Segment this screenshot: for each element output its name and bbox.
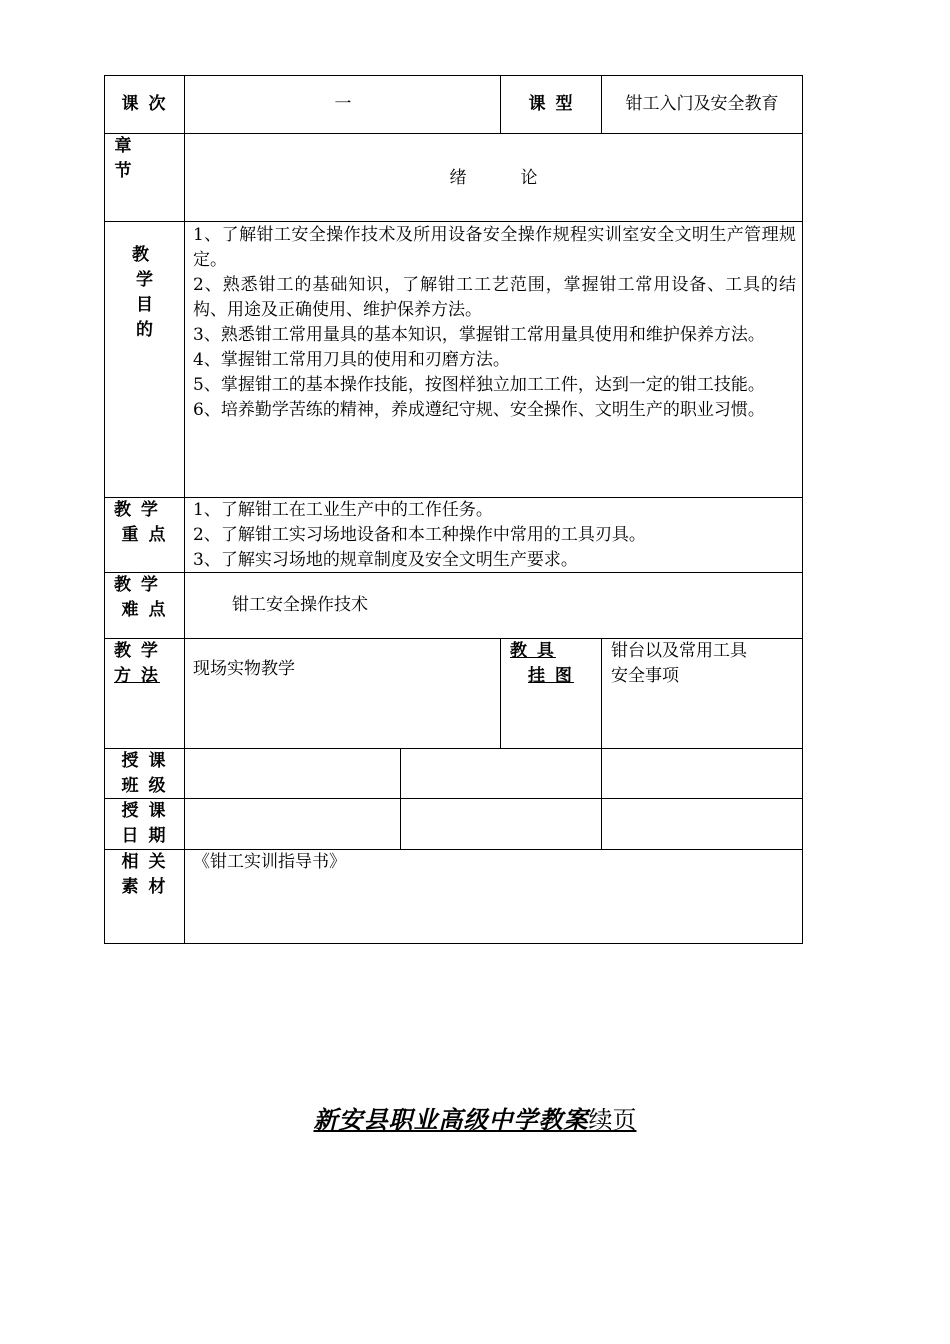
teaching-aids-line: 安全事项	[611, 666, 679, 686]
objectives-label-char: 学	[136, 270, 153, 290]
objectives-label-char: 目	[136, 295, 153, 315]
lesson-type-label: 课 型	[528, 94, 575, 114]
class-label	[104, 749, 185, 799]
lesson-type-value: 钳工入门及安全教育	[625, 94, 779, 114]
materials-label-line: 素 材	[121, 877, 168, 897]
objective-item: 2、熟悉钳工的基础知识，了解钳工工艺范围，掌握钳工常用设备、工具的结构、用途及正确使用、维护保养方法。	[193, 275, 796, 320]
chapter-title: 绪 论	[449, 168, 538, 188]
date-label-line: 日 期	[121, 826, 168, 846]
teaching-aids-label-line: 挂 图	[528, 666, 574, 686]
table-border-top	[104, 75, 803, 76]
key-points-label-line: 重 点	[121, 525, 168, 545]
materials-value: 《钳工实训指导书》	[193, 852, 346, 872]
row-divider	[104, 133, 803, 134]
materials-label	[104, 850, 185, 900]
teaching-aids-label	[501, 639, 602, 689]
objectives-list	[193, 223, 796, 423]
difficulty-label	[104, 573, 185, 623]
key-point-item: 3、了解实习场地的规章制度及安全文明生产要求。	[193, 550, 578, 570]
footer-heading	[314, 1100, 637, 1135]
key-points-label	[104, 498, 185, 548]
date-label-line: 授 课	[121, 801, 168, 821]
table-border-bottom	[104, 943, 803, 944]
table-border-right	[802, 75, 803, 944]
page-footer	[0, 1100, 950, 1135]
row-divider	[104, 748, 803, 749]
objectives-label-char: 教	[132, 245, 149, 265]
column-divider	[400, 748, 401, 850]
method-label	[104, 639, 185, 689]
row-divider	[104, 221, 803, 222]
class-label-line: 班 级	[121, 776, 168, 796]
method-label-line: 方 法	[114, 666, 160, 686]
teaching-aids-label-line: 教 具	[510, 641, 556, 661]
class-label-line: 授 课	[121, 751, 168, 771]
column-divider	[601, 748, 602, 850]
lesson-number-value: 一	[334, 94, 352, 114]
difficulty-value: 钳工安全操作技术	[232, 595, 368, 615]
key-points-label-line: 教 学	[114, 500, 160, 520]
key-point-item: 2、了解钳工实习场地设备和本工种操作中常用的工具刃具。	[193, 525, 646, 545]
difficulty-label-line: 难 点	[121, 600, 168, 620]
materials-label-line: 相 关	[121, 852, 168, 872]
key-points-list	[193, 498, 796, 573]
objective-item: 5、掌握钳工的基本操作技能，按图样独立加工工件，达到一定的钳工技能。	[193, 375, 765, 395]
objectives-label-char: 的	[136, 320, 153, 340]
method-value: 现场实物教学	[193, 659, 295, 679]
chapter-label-line: 章	[114, 136, 134, 156]
chapter-label-line: 节	[114, 161, 134, 181]
key-point-item: 1、了解钳工在工业生产中的工作任务。	[193, 500, 493, 520]
objective-item: 3、熟悉钳工常用量具的基本知识，掌握钳工常用量具使用和维护保养方法。	[193, 325, 765, 345]
teaching-aids-value	[611, 639, 801, 689]
objective-item: 4、掌握钳工常用刀具的使用和刃磨方法。	[193, 350, 510, 370]
chapter-label	[104, 134, 144, 184]
date-label	[104, 799, 185, 849]
row-divider	[104, 798, 803, 799]
difficulty-label-line: 教 学	[114, 575, 160, 595]
objectives-label	[104, 243, 185, 343]
objective-item: 6、培养勤学苦练的精神，养成遵纪守规、安全操作、文明生产的职业习惯。	[193, 400, 765, 420]
teaching-aids-line: 钳台以及常用工具	[611, 641, 747, 661]
method-label-line: 教 学	[114, 641, 160, 661]
footer-school-title: 新安县职业高级中学教案	[313, 1105, 589, 1134]
footer-continuation: 续页	[588, 1106, 637, 1134]
lesson-number-label: 课 次	[121, 94, 168, 114]
objective-item: 1、了解钳工安全操作技术及所用设备安全操作规程实训室安全文明生产管理规定。	[193, 225, 796, 270]
